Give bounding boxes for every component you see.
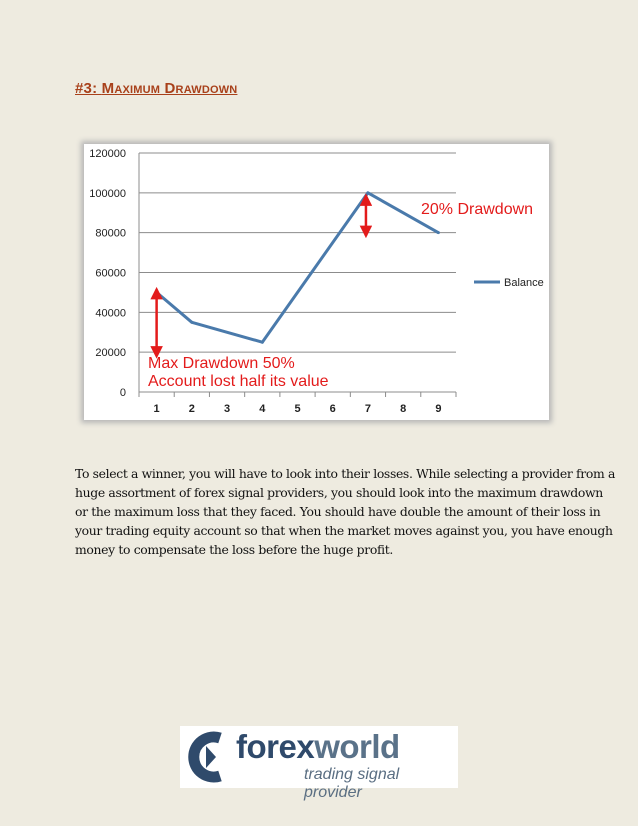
- y-tick-label: 60000: [95, 267, 126, 280]
- logo-tagline: trading signal provider: [304, 766, 400, 801]
- x-tick-label: 1: [153, 403, 160, 415]
- x-tick-label: 2: [188, 403, 195, 415]
- annotation-20-drawdown: 20% Drawdown: [421, 201, 534, 218]
- logo-wordmark: [236, 728, 400, 766]
- data-point: [366, 191, 369, 194]
- logo-mark-icon: [180, 726, 236, 788]
- logo-word-world: world: [314, 728, 400, 765]
- annotation-account-lost: Account lost half its value: [148, 373, 329, 390]
- heading-prefix: #3:: [75, 80, 102, 97]
- y-tick-label: 80000: [95, 227, 126, 240]
- drawdown-chart: [84, 144, 549, 420]
- legend-label: Balance: [504, 277, 544, 289]
- x-tick-label: 7: [364, 403, 372, 415]
- section-heading: [75, 80, 237, 97]
- logo-word-forex: forex: [236, 728, 315, 765]
- paragraph-line: To select a winner, you will have to look into their losses. While selecting a provider from a: [75, 466, 615, 481]
- x-tick-label: 6: [329, 403, 336, 415]
- y-tick-label: 100000: [89, 187, 126, 200]
- y-tick-label: 40000: [95, 307, 126, 320]
- x-tick-label: 5: [294, 403, 301, 415]
- chart-svg: [84, 144, 549, 420]
- paragraph-line: your trading equity account so that when the market moves against you, you have enough: [75, 523, 613, 538]
- paragraph-line: money to compensate the loss before the huge profit.: [75, 542, 394, 557]
- body-paragraph: [75, 464, 615, 559]
- x-tick-label: 3: [223, 403, 231, 415]
- heading-title: Maximum Drawdown: [101, 80, 238, 97]
- y-tick-label: 20000: [95, 347, 126, 360]
- series-line-balance: [157, 193, 439, 342]
- data-point: [261, 341, 264, 344]
- forexworld-logo: [180, 726, 458, 801]
- x-tick-label: 4: [259, 403, 266, 415]
- data-point: [437, 231, 440, 234]
- x-tick-label: 8: [400, 403, 407, 415]
- data-point: [190, 321, 193, 324]
- y-tick-label: 0: [119, 387, 126, 399]
- annotation-max-drawdown: Max Drawdown 50%: [148, 355, 295, 372]
- paragraph-line: or the maximum loss that they faced. You should have double the amount of their loss in: [75, 504, 601, 519]
- x-tick-label: 9: [435, 403, 442, 415]
- paragraph-line: huge assortment of forex signal providers, you should look into the maximum drawdown: [75, 485, 603, 500]
- y-tick-label: 120000: [89, 148, 126, 160]
